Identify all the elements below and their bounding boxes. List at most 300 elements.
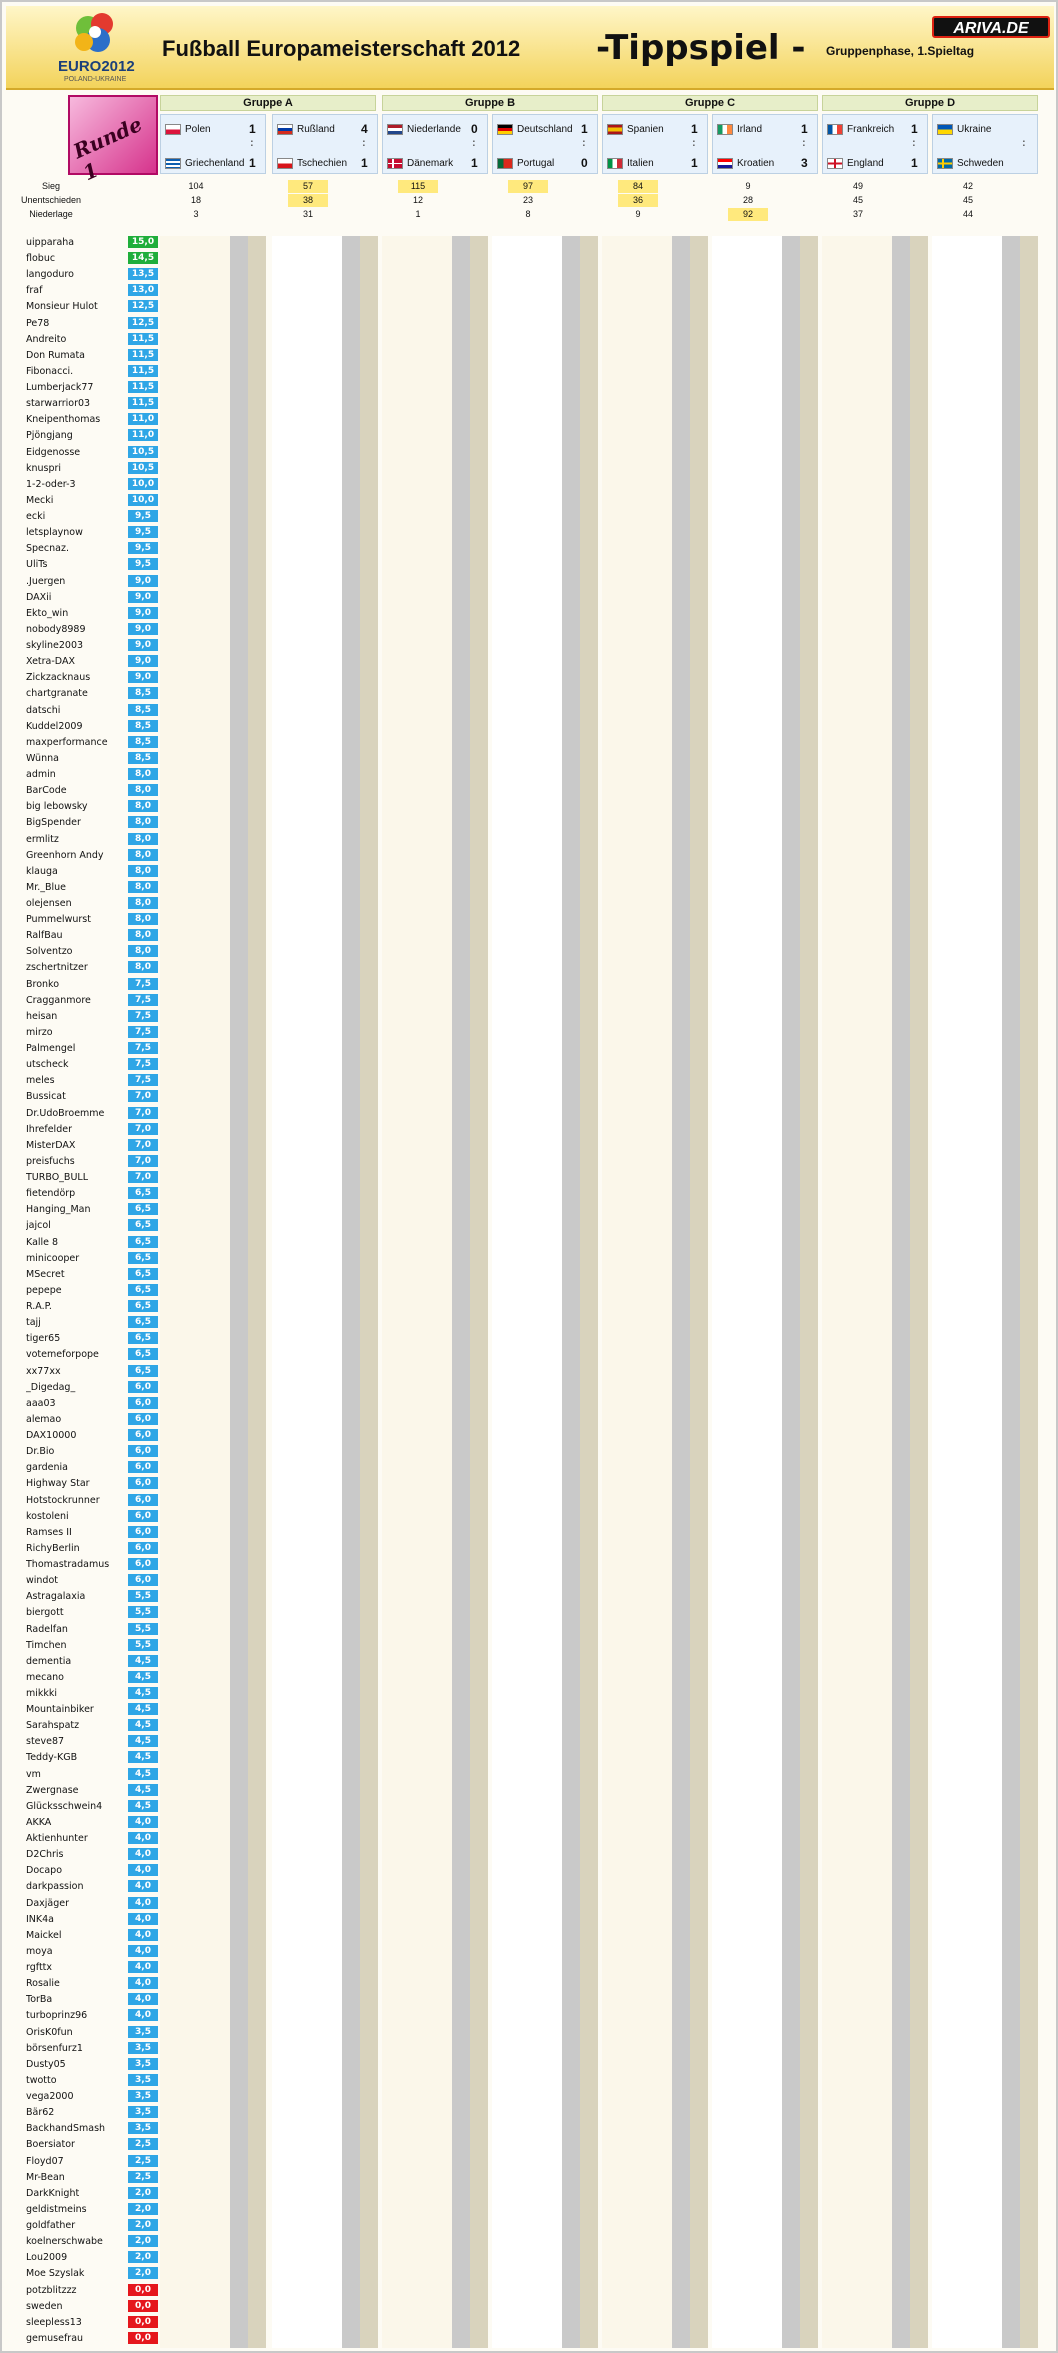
team-name: Griechenland (185, 158, 245, 169)
player-name[interactable]: sweden (26, 2300, 63, 2312)
player-name[interactable]: rgfttx (26, 1962, 53, 1974)
player-name[interactable]: flobuc (26, 253, 56, 265)
player-points: 2,0 (128, 2203, 158, 2215)
player-name[interactable]: big lebowsky (26, 801, 88, 813)
player-name[interactable]: jajcol (26, 1220, 51, 1232)
player-points: 4,0 (128, 1880, 158, 1892)
match-card (822, 114, 928, 174)
team-home (163, 121, 259, 139)
se-flag-icon (937, 158, 953, 169)
player-name[interactable]: chartgranate (26, 688, 88, 700)
player-name[interactable]: Teddy-KGB (26, 1752, 78, 1764)
player-name[interactable]: starwarrior03 (26, 398, 91, 410)
player-name[interactable]: Zwergnase (26, 1784, 79, 1796)
player-name[interactable]: RichyBerlin (26, 1542, 80, 1554)
player-name[interactable]: Astragalaxia (26, 1591, 86, 1603)
match-card (712, 114, 818, 174)
player-points: 6,0 (128, 1477, 158, 1489)
player-name[interactable]: BarCode (26, 785, 67, 797)
player-name[interactable]: Mr-Bean (26, 2171, 65, 2183)
team-home (935, 121, 1031, 139)
player-name[interactable]: vm (26, 1768, 41, 1780)
player-name[interactable]: Zickzacknaus (26, 672, 91, 684)
player-name[interactable]: Highway Star (26, 1478, 90, 1490)
player-points: 5,5 (128, 1590, 158, 1602)
match-card (272, 114, 378, 174)
stats-value: 9 (745, 181, 751, 191)
player-name[interactable]: letsplaynow (26, 527, 83, 539)
player-points: 4,5 (128, 1687, 158, 1699)
player-name[interactable]: gemusefrau (26, 2332, 84, 2344)
player-name[interactable]: Ekto_win (26, 607, 69, 619)
stats-value: 38 (288, 194, 328, 207)
player-name[interactable]: dementia (26, 1655, 72, 1667)
team-score: 1 (249, 122, 256, 136)
player-name[interactable]: Dusty05 (26, 2058, 66, 2070)
team-away (935, 155, 1031, 173)
player-points: 4,0 (128, 1897, 158, 1909)
player-name[interactable]: RalfBau (26, 930, 63, 942)
player-points: 10,5 (128, 446, 158, 458)
player-points: 8,5 (128, 720, 158, 732)
player-name[interactable]: Bussicat (26, 1091, 66, 1103)
player-name[interactable]: utscheck (26, 1059, 69, 1071)
player-name[interactable]: D2Chris (26, 1849, 64, 1861)
team-home (605, 121, 701, 139)
player-name[interactable]: Aktienhunter (26, 1833, 88, 1845)
player-name[interactable]: Wünna (26, 752, 59, 764)
player-name[interactable]: Dr.Bio (26, 1446, 55, 1458)
player-name[interactable]: Specnaz. (26, 543, 69, 555)
player-name[interactable]: Ihrefelder (26, 1123, 72, 1135)
tip-column-bg (492, 236, 562, 2348)
team-name: Schweden (957, 158, 1004, 169)
player-name[interactable]: alemao (26, 1413, 62, 1425)
player-points: 9,5 (128, 526, 158, 538)
match-card (932, 114, 1038, 174)
team-home (495, 121, 591, 139)
player-points: 6,0 (128, 1413, 158, 1425)
player-points: 11,5 (128, 349, 158, 361)
player-name[interactable]: turboprinz96 (26, 2010, 88, 2022)
bonus-column-bg (800, 236, 818, 2348)
player-name[interactable]: biergott (26, 1607, 64, 1619)
player-name[interactable]: uipparaha (26, 237, 75, 248)
fr-flag-icon (827, 124, 843, 135)
player-points: 2,5 (128, 2155, 158, 2167)
player-name[interactable]: Boersiator (26, 2139, 75, 2151)
player-points: 6,0 (128, 1510, 158, 1522)
player-name[interactable]: skyline2003 (26, 640, 84, 652)
player-name[interactable]: Mountainbiker (26, 1704, 94, 1716)
player-name[interactable]: ermlitz (26, 833, 59, 845)
player-name[interactable]: Radelfan (26, 1623, 68, 1635)
player-points: 9,5 (128, 558, 158, 570)
player-name[interactable]: windot (26, 1575, 58, 1587)
player-points: 4,0 (128, 1913, 158, 1925)
player-points: 0,0 (128, 2332, 158, 2344)
player-name[interactable]: Don Rumata (26, 349, 85, 361)
bonus-column-bg (1020, 236, 1038, 2348)
logo-subtitle: POLAND-UKRAINE (64, 76, 127, 83)
team-name: Kroatien (737, 158, 775, 169)
player-points: 6,0 (128, 1574, 158, 1586)
player-points: 4,0 (128, 2009, 158, 2021)
stats-row-sieg (6, 180, 1054, 194)
player-name[interactable]: nobody8989 (26, 623, 86, 635)
player-name[interactable]: maxperformance (26, 736, 108, 748)
bonus-column-bg (470, 236, 488, 2348)
player-points: 7,5 (128, 994, 158, 1006)
player-points: 11,5 (128, 397, 158, 409)
bonus-column-bg (672, 236, 690, 2348)
player-points: 6,5 (128, 1284, 158, 1296)
player-name[interactable]: Moe Szyslak (26, 2268, 85, 2280)
player-name[interactable]: R.A.P. (26, 1301, 52, 1313)
team-score: 1 (911, 156, 918, 170)
team-away (715, 155, 811, 173)
player-name[interactable]: Mecki (26, 494, 54, 506)
player-points: 5,5 (128, 1606, 158, 1618)
ua-flag-icon (937, 124, 953, 135)
team-name: Frankreich (847, 124, 895, 135)
team-name: Spanien (627, 124, 664, 135)
stats-value: 45 (962, 195, 973, 205)
player-points: 13,5 (128, 268, 158, 280)
player-name[interactable]: BigSpender (26, 817, 81, 829)
player-points: 5,5 (128, 1639, 158, 1651)
player-name[interactable]: MisterDAX (26, 1139, 76, 1151)
stats-value: 57 (288, 180, 328, 193)
player-points: 6,0 (128, 1397, 158, 1409)
score-separator: : (472, 137, 476, 149)
player-points: 8,0 (128, 945, 158, 957)
player-name[interactable]: fraf (26, 285, 43, 297)
player-name[interactable]: DAX10000 (26, 1430, 77, 1442)
score-separator: : (692, 137, 696, 149)
player-name[interactable]: DarkKnight (26, 2187, 80, 2199)
stats-value: 8 (525, 209, 531, 219)
player-points: 8,0 (128, 961, 158, 973)
player-points: 7,5 (128, 1042, 158, 1054)
player-points: 3,5 (128, 2122, 158, 2134)
player-points: 4,5 (128, 1784, 158, 1796)
player-name[interactable]: minicooper (26, 1252, 80, 1264)
player-name[interactable]: .Juergen (26, 575, 66, 587)
player-name[interactable]: heisan (26, 1010, 58, 1022)
bonus-column-bg (248, 236, 266, 2348)
player-name[interactable]: preisfuchs (26, 1155, 75, 1167)
player-points: 12,5 (128, 317, 158, 329)
player-points: 10,0 (128, 494, 158, 506)
player-points: 6,5 (128, 1236, 158, 1248)
player-name[interactable]: Timchen (26, 1639, 67, 1651)
player-points: 11,5 (128, 365, 158, 377)
player-points: 4,0 (128, 1929, 158, 1941)
player-points: 7,5 (128, 1074, 158, 1086)
euro2012-logo (54, 10, 138, 86)
player-name[interactable]: Fibonacci. (26, 365, 74, 377)
player-points: 0,0 (128, 2300, 158, 2312)
player-points: 3,5 (128, 2058, 158, 2070)
team-name: Rußland (297, 124, 335, 135)
team-name: Niederlande (407, 124, 461, 135)
player-name[interactable]: _Digedag_ (26, 1381, 76, 1393)
group-header: Gruppe D (822, 95, 1038, 111)
match-card (382, 114, 488, 174)
player-name[interactable]: DAXii (26, 591, 52, 603)
player-name[interactable]: Kuddel2009 (26, 720, 83, 732)
player-points: 6,5 (128, 1252, 158, 1264)
player-name[interactable]: Cragganmore (26, 994, 91, 1006)
player-points: 10,5 (128, 462, 158, 474)
player-name[interactable]: MSecret (26, 1268, 65, 1280)
team-score: 0 (471, 122, 478, 136)
dk-flag-icon (387, 158, 403, 169)
stats-label: Niederlage (29, 209, 73, 219)
player-name[interactable]: 1-2-oder-3 (26, 478, 76, 490)
player-points: 2,0 (128, 2235, 158, 2247)
bonus-column-bg (342, 236, 360, 2348)
team-name: Tschechien (297, 158, 348, 169)
player-name[interactable]: geldistmeins (26, 2203, 87, 2215)
tip-column-bg (822, 236, 892, 2348)
player-name[interactable]: Andreito (26, 333, 67, 345)
team-score: 1 (691, 156, 698, 170)
player-name[interactable]: Lou2009 (26, 2252, 68, 2264)
player-name[interactable]: olejensen (26, 898, 72, 909)
player-points: 7,0 (128, 1123, 158, 1135)
player-points: 11,0 (128, 413, 158, 425)
player-name[interactable]: Hanging_Man (26, 1204, 91, 1216)
header-banner (6, 6, 1054, 90)
stats-value: 3 (193, 209, 199, 219)
team-name: Ukraine (957, 124, 992, 135)
bonus-column-bg (562, 236, 580, 2348)
player-name[interactable]: Solventzo (26, 946, 73, 958)
stats-value: 1 (415, 209, 421, 219)
player-name[interactable]: goldfather (26, 2220, 76, 2232)
player-points: 4,5 (128, 1655, 158, 1667)
match-card (160, 114, 266, 174)
player-points: 4,0 (128, 1945, 158, 1957)
player-name[interactable]: twotto (26, 2074, 57, 2086)
player-name[interactable]: BackhandSmash (26, 2123, 106, 2135)
player-name[interactable]: meles (26, 1075, 55, 1087)
team-name: Polen (185, 124, 211, 135)
player-name[interactable]: kostoleni (26, 1510, 69, 1522)
player-name[interactable]: Palmengel (26, 1043, 76, 1055)
pl-flag-icon (165, 124, 181, 135)
player-name[interactable]: AKKA (26, 1816, 52, 1828)
team-away (385, 155, 481, 173)
group-header: Gruppe C (602, 95, 818, 111)
team-name: Portugal (517, 158, 555, 169)
score-separator: : (362, 137, 366, 149)
tournament-ball-icon (68, 10, 122, 56)
hr-flag-icon (717, 158, 733, 169)
player-points: 8,0 (128, 913, 158, 925)
player-points: 3,5 (128, 2074, 158, 2086)
player-points: 8,0 (128, 897, 158, 909)
gr-flag-icon (165, 158, 181, 169)
player-points: 11,0 (128, 429, 158, 441)
player-points: 4,0 (128, 1961, 158, 1973)
team-away (163, 155, 259, 173)
player-points: 9,0 (128, 671, 158, 683)
player-points: 0,0 (128, 2284, 158, 2296)
score-separator: : (1022, 137, 1026, 149)
player-name[interactable]: koelnerschwabe (26, 2236, 103, 2248)
bonus-column-bg (892, 236, 910, 2348)
player-name[interactable]: mecano (26, 1671, 64, 1683)
page-title: Fußball Europameisterschaft 2012 (162, 36, 521, 61)
player-name[interactable]: admin (26, 769, 56, 781)
player-name[interactable]: zschertnitzer (26, 962, 88, 974)
player-name[interactable]: börsenfurz1 (26, 2042, 83, 2054)
player-name[interactable]: INK4a (26, 1913, 55, 1925)
team-name: Dänemark (407, 158, 454, 169)
player-name[interactable]: votemeforpope (26, 1349, 99, 1361)
player-points: 11,5 (128, 381, 158, 393)
stats-row-niederlage (6, 208, 1054, 222)
player-name[interactable]: Bär62 (26, 2107, 55, 2119)
team-away (275, 155, 371, 173)
player-name[interactable]: datschi (26, 704, 61, 716)
player-name[interactable]: Thomastradamus (26, 1559, 110, 1570)
player-name[interactable]: Sarahspatz (26, 1720, 80, 1732)
player-points: 7,0 (128, 1107, 158, 1119)
player-points: 15,0 (128, 236, 158, 248)
player-points: 4,5 (128, 1703, 158, 1715)
team-away (495, 155, 591, 173)
stats-label: Unentschieden (20, 195, 82, 205)
tip-column-bg (932, 236, 1002, 2348)
player-points: 2,0 (128, 2267, 158, 2279)
player-name[interactable]: darkpassion (26, 1881, 84, 1893)
player-name[interactable]: ecki (26, 511, 46, 523)
stats-value: 44 (962, 209, 973, 219)
player-name[interactable]: Lumberjack77 (26, 382, 94, 394)
player-name[interactable]: knuspri (26, 462, 62, 474)
tippspiel-title: -Tippspiel - (596, 28, 806, 68)
ariva-brand-logo[interactable]: ARIVA.DE (932, 16, 1050, 38)
player-name[interactable]: Docapo (26, 1865, 63, 1877)
player-points: 9,0 (128, 639, 158, 651)
player-name[interactable]: Pe78 (26, 317, 50, 329)
player-name[interactable]: aaa03 (26, 1397, 56, 1409)
player-points: 6,0 (128, 1445, 158, 1457)
player-points: 4,0 (128, 1977, 158, 1989)
player-name[interactable]: mikkki (26, 1687, 58, 1699)
player-points: 8,5 (128, 736, 158, 748)
player-points: 4,0 (128, 1816, 158, 1828)
bonus-column-bg (360, 236, 378, 2348)
round-badge (68, 95, 158, 186)
player-points: 8,0 (128, 800, 158, 812)
player-name[interactable]: Greenhorn Andy (26, 849, 104, 861)
player-points: 2,0 (128, 2219, 158, 2231)
player-points: 6,5 (128, 1316, 158, 1328)
player-points: 7,5 (128, 978, 158, 990)
team-name: England (847, 158, 884, 169)
stats-value: 23 (522, 195, 533, 205)
player-name[interactable]: potzblitzzz (26, 2284, 77, 2296)
bonus-column-bg (690, 236, 708, 2348)
player-name[interactable]: Kalle 8 (26, 1236, 59, 1248)
player-name[interactable]: Glücksschwein4 (26, 1800, 103, 1812)
player-name[interactable]: TURBO_BULL (26, 1172, 88, 1184)
ru-flag-icon (277, 124, 293, 135)
player-name[interactable]: gardenia (26, 1462, 68, 1474)
player-name[interactable]: tiger65 (26, 1333, 61, 1345)
player-name[interactable]: Daxjäger (26, 1897, 70, 1909)
player-points: 8,0 (128, 816, 158, 828)
player-points: 4,5 (128, 1768, 158, 1780)
player-name[interactable]: OrisK0fun (26, 2026, 73, 2038)
player-name[interactable]: mirzo (26, 1026, 53, 1038)
player-name[interactable]: sleepless13 (26, 2316, 82, 2328)
player-points: 3,5 (128, 2042, 158, 2054)
player-name[interactable]: klauga (26, 865, 58, 877)
player-name[interactable]: Eidgenosse (26, 446, 81, 458)
player-name[interactable]: Mr._Blue (26, 881, 67, 893)
player-name[interactable]: Floyd07 (26, 2155, 64, 2167)
player-name[interactable]: langoduro (26, 269, 74, 281)
player-points: 9,5 (128, 542, 158, 554)
player-name[interactable]: Pjöngjang (26, 430, 73, 442)
player-name[interactable]: Maickel (26, 1929, 62, 1941)
es-flag-icon (607, 124, 623, 135)
player-name[interactable]: Monsieur Hulot (26, 301, 98, 313)
team-score: 1 (471, 156, 478, 170)
player-name[interactable]: steve87 (26, 1736, 65, 1748)
player-points: 9,5 (128, 510, 158, 522)
player-name[interactable]: moya (26, 1945, 53, 1957)
team-away (605, 155, 701, 173)
player-name[interactable]: Pummelwurst (26, 914, 91, 926)
player-name[interactable]: Hotstockrunner (26, 1494, 100, 1506)
player-points: 6,5 (128, 1365, 158, 1377)
player-name[interactable]: Dr.UdoBroemme (26, 1107, 105, 1119)
team-home (825, 121, 921, 139)
player-name[interactable]: TorBa (26, 1994, 53, 2006)
player-points: 8,0 (128, 833, 158, 845)
player-name[interactable]: UliTs (26, 559, 48, 571)
player-name[interactable]: Bronko (26, 978, 60, 990)
player-points: 9,0 (128, 607, 158, 619)
player-name[interactable]: fietendörp (26, 1188, 76, 1200)
player-name[interactable]: tajj (26, 1317, 41, 1329)
en-flag-icon (827, 158, 843, 169)
team-score: 1 (801, 122, 808, 136)
group-header: Gruppe A (160, 95, 376, 111)
player-name[interactable]: Kneipenthomas (26, 414, 101, 426)
stats-value: 18 (190, 195, 201, 205)
player-name[interactable]: xx77xx (26, 1365, 61, 1377)
score-separator: : (912, 137, 916, 149)
team-score: 1 (581, 122, 588, 136)
player-points: 8,0 (128, 768, 158, 780)
bonus-column-bg (230, 236, 248, 2348)
ie-flag-icon (717, 124, 733, 135)
player-name[interactable]: Xetra-DAX (26, 656, 75, 668)
tip-column-bg (272, 236, 342, 2348)
player-name[interactable]: pepepe (26, 1284, 62, 1296)
player-name[interactable]: vega2000 (26, 2091, 74, 2103)
player-name[interactable]: Ramses II (26, 1526, 72, 1538)
player-name[interactable]: Rosalie (26, 1978, 60, 1990)
